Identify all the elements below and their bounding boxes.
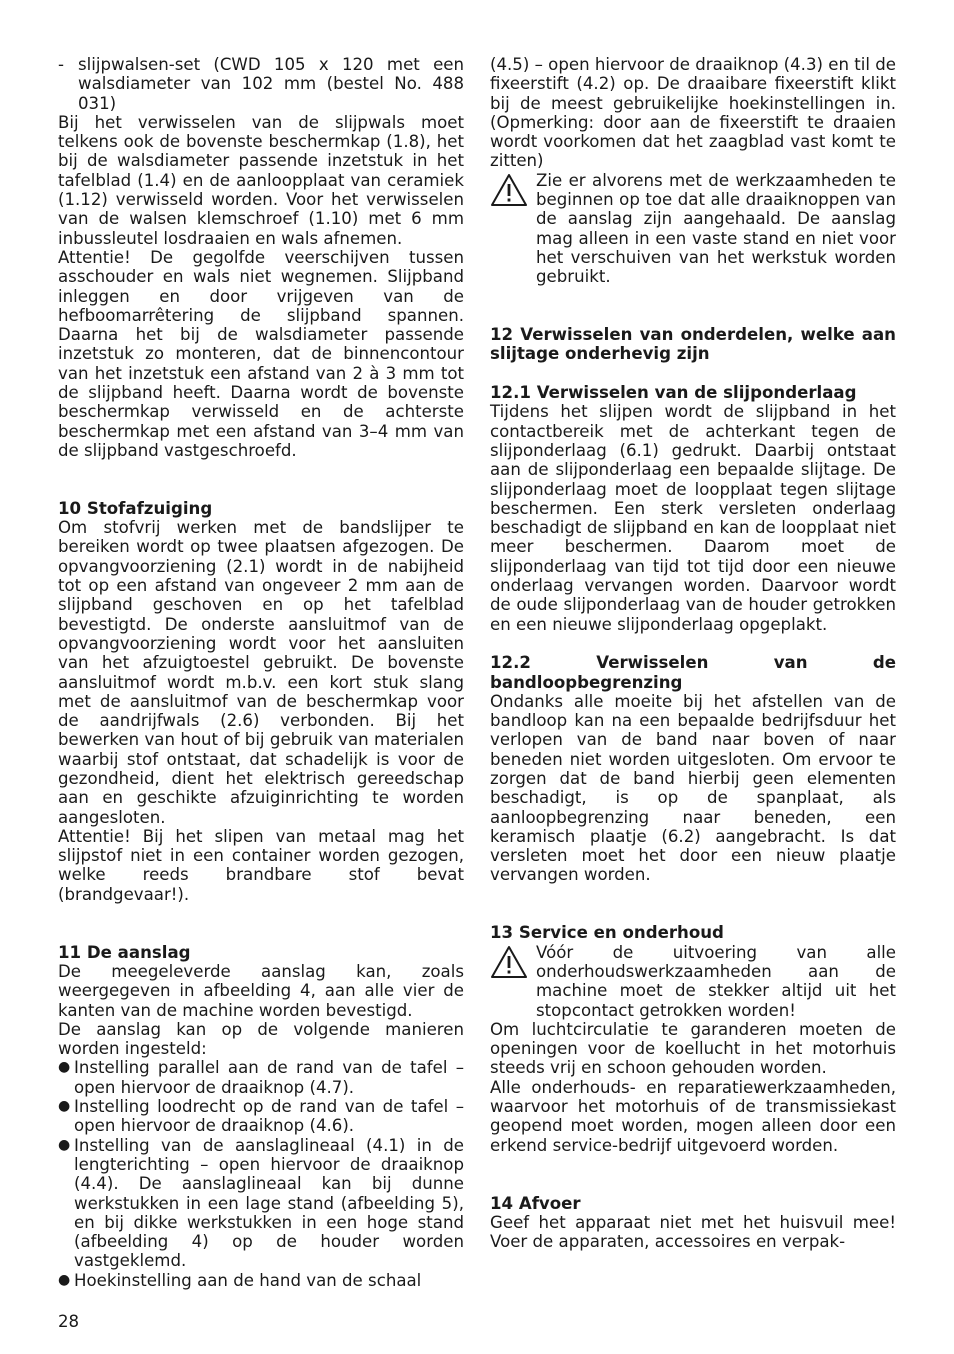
bullet-marker: ● (58, 1098, 71, 1115)
section-heading-10: 10 Stofafzuiging (58, 498, 213, 518)
bullet-item (58, 1271, 464, 1290)
bullet-text: Instelling loodrecht op de rand van de tafel – open hiervoor de draaiknop (4.6). (74, 1097, 464, 1136)
section-heading-11: 11 De aanslag (58, 942, 191, 962)
bullet-item (58, 1097, 464, 1136)
paragraph: Geef het apparaat niet met het huisvuil mee! Voer de apparaten, accessoires en verpak- (490, 1212, 896, 1252)
warning-triangle-icon (490, 943, 536, 1020)
paragraph: Attentie! Bij het slipen van metaal mag het slijpstof niet in een container worden gezogen, welke reeds brandbare stof bevat (brandgevaar!). (58, 826, 464, 904)
paragraph: Om stofvrij werken met de bandslijper te bereiken wordt op twee plaatsen afgezogen. De opvangvoorziening (2.1) wordt in de nabijheid tot op een afstand van ongeveer 2 mm aan de slijpband geschoven en op het tafelblad bevestigtd. De onderste aansluitmof van de opvangvoorziening wordt voor het aansluiten van het afzuigtoestel gebruikt. De bovenste aansluitmof wordt m.b.v. een kort stuk slang met de aansluitmof van de beschermkap voor de aandrijfwals (2.6) verbonden. Bij het bewerken van hout of bij gebruik van materialen waarbij stof ontstaat, dat schadelijk is voor de gezondheid, dient het elektrisch gereedschap aan en geschikte afzuiginrichting te worden aangesloten. (58, 518, 464, 827)
warning-text: Zie er alvorens met de werkzaamheden te beginnen op toe dat alle draaiknoppen van de aanslag zijn aangehaald. De aanslag mag alleen in een vaste stand en niet voor het verschuiven van het werkstuk worden gebruikt. (536, 170, 896, 287)
bullet-text: Instelling parallel aan de rand van de tafel – open hiervoor de draaiknop (4.7). (74, 1058, 464, 1097)
section-heading-13: 13 Service en onderhoud (490, 923, 724, 943)
warning-note (490, 171, 896, 287)
paragraph: Bij het verwisselen van de slijpwals moet telkens ook de bovenste beschermkap (1.8), het bij de walsdiameter passende inzetstuk in het tafelblad (1.4) en de aanloopplaat van ceramiek (1.12) verwisseld worden. Voor het verwisselen van de walsen klemschroef (1.10) met 6 mm inbussleutel losdraaien en wals afnemen. (58, 112, 464, 248)
bullet-item (58, 1058, 464, 1097)
paragraph: Ondanks alle moeite bij het afstellen van de bandloop kan na een bepaalde bedrijfsduur het verlopen van de band naar boven of naar beneden niet worden uitgesloten. Om ervoor te zorgen dat de band hierbij geen elementen beschadigt, is op de spanplaat, als aanloopbegrenzing naar beneden, een keramisch plaatje (6.2) aangebracht. Is dat versleten moet het door een nieuw plaatje vervangen worden. (490, 691, 896, 885)
bullet-marker: ● (58, 1136, 71, 1153)
dash-marker: - (58, 55, 64, 74)
paragraph: Attentie! De gegolfde veerschijven tussen asschouder en wals niet wegnemen. Slijpband inleggen en door vrijgeven van de hefboomarrêtering de slijpband spannen. Daarna het bij de walsdiameter passende inzetstuk zo monteren, dat de binnencontour van het inzetstuk een afstand van 2 à 3 mm tot de slijpband heeft. Daarna wordt de bovenste beschermkap verwisseld en de achterste beschermkap met een afstand van 3–4 mm van de slijpband vastgeschroefd. (58, 247, 464, 460)
paragraph: De meegeleverde aanslag kan, zoals weergegeven in afbeelding 4, aan alle vier de kanten van de machine worden bevestigd. (58, 961, 464, 1020)
bullet-marker: ● (58, 1271, 71, 1288)
bullet-text: Instelling van de aanslaglineaal (4.1) in de lengterichting – open hiervoor de draaiknop (4.4). De aanslaglineaal kan bij dunne werkstukken in een lage stand (afbeelding 5), en bij dikke werkstukken in een hoge stand (afbeelding 4) op de houder worden vastgeklemd. (74, 1135, 464, 1271)
paragraph: De aanslag kan op de volgende manieren worden ingesteld: (58, 1019, 464, 1059)
section-heading-12-2: 12.2 Verwisselen van de bandloopbegrenzing (490, 653, 896, 692)
bullet-marker: ● (58, 1059, 71, 1076)
page-number: 28 (58, 1312, 80, 1331)
paragraph: Tijdens het slijpen wordt de slijpband in het contactbereik met de achterkant tegen de slijponderlaag (6.1) gedrukt. Daarbij ontstaat aan de slijponderlaag een bepaalde slijtage. De slijponderlaag moet de loopplaat tegen slijtage beschermen. Een sterk versleten onderlaag beschadigt de slijpband en kan de loopplaat niet meer beschermen. Daarom moet de slijponderlaag van tijd tot tijd door een nieuwe onderlaag vervangen worden. Daarvoor wordt de oude slijponderlaag van de houder getrokken en een nieuwe slijponderlaag opgeplakt. (490, 402, 896, 634)
left-column (58, 55, 464, 1290)
right-column (490, 55, 896, 1251)
warning-triangle-icon (490, 171, 536, 287)
paragraph: Alle onderhouds- en reparatiewerkzaamheden, waarvoor het motorhuis of de transmissiekast geopend moet worden, mogen alleen door een erkend service-bedrijf uitgevoerd worden. (490, 1077, 896, 1155)
paragraph: (4.5) – open hiervoor de draaiknop (4.3) en til de fixeerstift (4.2) op. De draaibare fixeerstift klikt bij de meest gebruikelijke hoekinstellingen in. (Opmerking: door aan de fixeerstift te draaien wordt voorkomen dat het zaagblad vast komt te zitten) (490, 55, 897, 171)
dash-item-text: slijpwalsen-set (CWD 105 x 120 met een walsdiameter van 102 mm (bestel No. 488 031) (78, 55, 464, 113)
list-item (58, 55, 464, 113)
bullet-item (58, 1136, 464, 1271)
paragraph: Om luchtcirculatie te garanderen moeten de openingen voor de koellucht in het motorhuis steeds vrij en schoon gehouden worden. (490, 1019, 896, 1078)
section-heading-12: 12 Verwisselen van onderdelen, welke aan slijtage onderhevig zijn (490, 325, 896, 364)
warning-text: Vóór de uitvoering van alle onderhoudswerkzaamheden aan de machine moet de stekker altijd uit het stopcontact getrokken worden! (536, 942, 896, 1020)
section-heading-14: 14 Afvoer (490, 1193, 581, 1213)
bullet-text: Hoekinstelling aan de hand van de schaal (74, 1270, 422, 1290)
warning-note (490, 943, 896, 1020)
section-heading-12-1: 12.1 Verwisselen van de slijponderlaag (490, 383, 857, 403)
